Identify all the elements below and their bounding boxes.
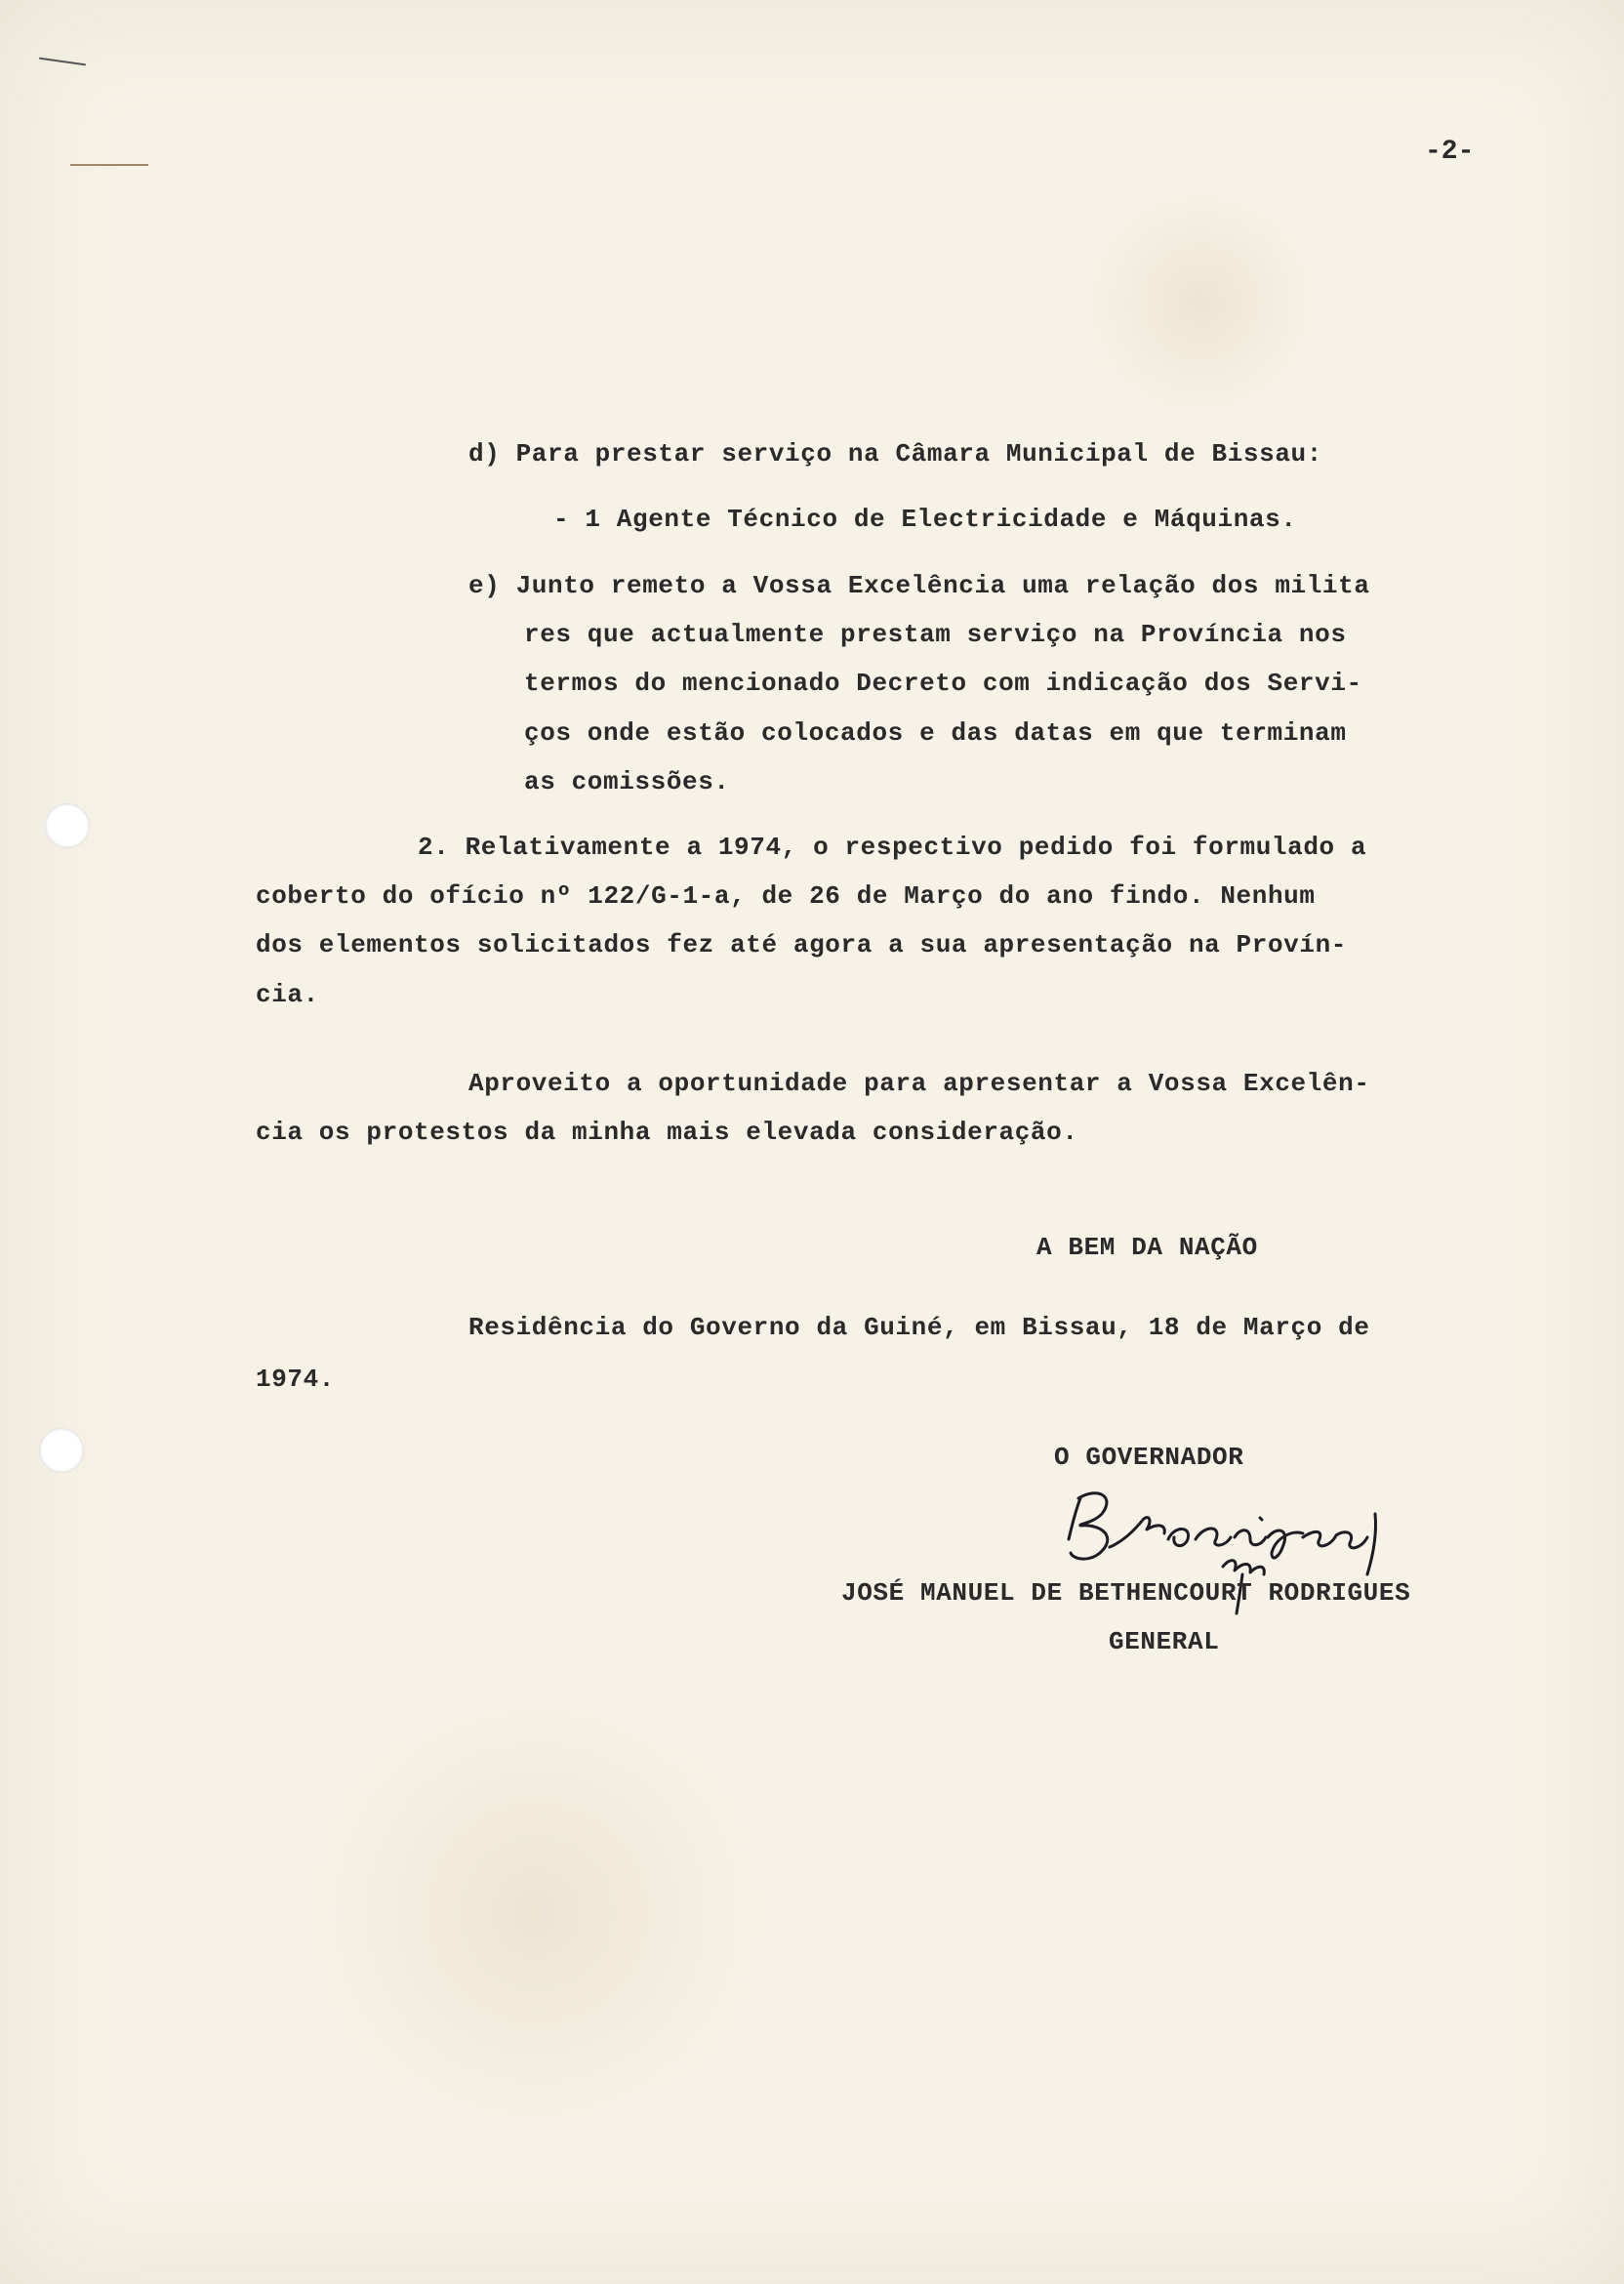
paper-stain bbox=[293, 1708, 781, 2118]
place-date-line: 1974. bbox=[256, 1365, 336, 1394]
punch-hole bbox=[39, 1428, 84, 1473]
item-d-subitem: - 1 Agente Técnico de Electricidade e Máquinas. bbox=[553, 505, 1297, 534]
item-d-text: d) Para prestar serviço na Câmara Municipal de Bissau: bbox=[468, 439, 1322, 469]
place-date-line: Residência do Governo da Guiné, em Bissau, 18 de Março de bbox=[468, 1313, 1370, 1342]
paragraph-2-line: coberto do ofício nº 122/G-1-a, de 26 de Março do ano findo. Nenhum bbox=[256, 881, 1316, 911]
closing-line: Aproveito a oportunidade para apresentar a Vossa Excelên- bbox=[468, 1069, 1370, 1098]
paper-mark bbox=[70, 164, 148, 166]
punch-hole bbox=[45, 803, 90, 848]
signatory-rank: GENERAL bbox=[1109, 1627, 1220, 1656]
item-e-line: e) Junto remeto a Vossa Excelência uma relação dos milita bbox=[468, 571, 1370, 600]
paragraph-2-line: dos elementos solicitados fez até agora a sua apresentação na Provín- bbox=[256, 930, 1347, 959]
paragraph-2-line: cia. bbox=[256, 980, 319, 1009]
motto: A BEM DA NAÇÃO bbox=[1036, 1233, 1258, 1262]
item-e-line: res que actualmente prestam serviço na Província nos bbox=[524, 620, 1347, 649]
signatory-name: JOSÉ MANUEL DE BETHENCOURT RODRIGUES bbox=[841, 1578, 1411, 1608]
paper-stain bbox=[1074, 195, 1327, 410]
closing-line: cia os protestos da minha mais elevada consideração. bbox=[256, 1118, 1078, 1147]
item-e-line: termos do mencionado Decreto com indicação dos Servi- bbox=[524, 669, 1362, 698]
item-e-line: ços onde estão colocados e das datas em que terminam bbox=[524, 718, 1347, 748]
signatory-title: O GOVERNADOR bbox=[1054, 1443, 1244, 1472]
page-number: -2- bbox=[1425, 137, 1475, 167]
paper-mark bbox=[39, 58, 86, 66]
item-e-line: as comissões. bbox=[524, 767, 730, 796]
paragraph-2-line: 2. Relativamente a 1974, o respectivo pedido foi formulado a bbox=[418, 833, 1367, 862]
